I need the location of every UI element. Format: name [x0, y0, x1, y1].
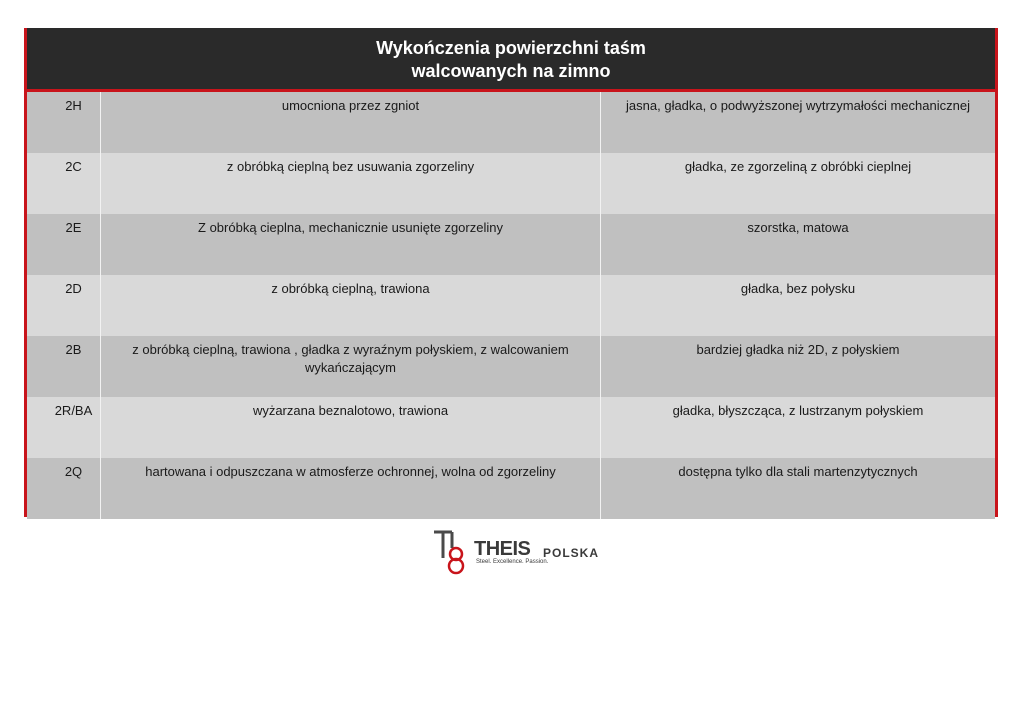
logo-brand: THEIS	[474, 538, 531, 560]
code-cell: 2D	[27, 275, 101, 336]
code-cell: 2H	[27, 92, 101, 153]
logo-tagline: Steel. Excellence. Passion.	[476, 559, 549, 565]
description-cell: z obróbką cieplną, trawiona , gładka z wyraźnym połyskiem, z walcowaniem wykańczającym	[101, 336, 601, 397]
description-cell: wyżarzana beznalotowo, trawiona	[101, 397, 601, 458]
description-cell: Z obróbką cieplna, mechanicznie usunięte zgorzeliny	[101, 214, 601, 275]
table-row	[27, 153, 995, 214]
code-cell: 2E	[27, 214, 101, 275]
code-cell: 2Q	[27, 458, 101, 519]
description-cell: z obróbką cieplną, trawiona	[101, 275, 601, 336]
title-line-1: Wykończenia powierzchni taśm	[376, 37, 646, 58]
page-title	[376, 37, 646, 83]
table-row	[27, 458, 995, 519]
table-row	[27, 92, 995, 153]
property-cell: dostępna tylko dla stali martenzytycznych	[678, 464, 918, 479]
code-cell: 2B	[27, 336, 101, 397]
title-line-2: walcowanych na zimno	[411, 60, 611, 81]
property-cell: szorstka, matowa	[747, 220, 849, 235]
code-cell: 2C	[27, 153, 101, 214]
theis-monogram-icon	[432, 528, 472, 576]
table-header	[27, 28, 995, 92]
theis-polska-logo	[432, 528, 612, 576]
table-row	[27, 275, 995, 336]
description-cell: hartowana i odpuszczana w atmosferze ochronnej, wolna od zgorzeliny	[101, 458, 601, 519]
table-row	[27, 336, 995, 397]
description-cell: umocniona przez zgniot	[101, 92, 601, 153]
property-cell: bardziej gładka niż 2D, z połyskiem	[696, 342, 900, 357]
table-row	[27, 397, 995, 458]
description-cell: z obróbką cieplną bez usuwania zgorzeliny	[101, 153, 601, 214]
property-cell: gładka, błyszcząca, z lustrzanym połyskiem	[672, 403, 924, 418]
property-cell: gładka, ze zgorzeliną z obróbki cieplnej	[684, 159, 912, 174]
logo-suffix: POLSKA	[543, 546, 600, 560]
property-cell: jasna, gładka, o podwyższonej wytrzymałości mechanicznej	[626, 98, 970, 113]
table-row	[27, 214, 995, 275]
finishes-table	[24, 28, 998, 517]
code-cell: 2R/BA	[27, 397, 101, 458]
property-cell: gładka, bez połysku	[740, 281, 856, 296]
